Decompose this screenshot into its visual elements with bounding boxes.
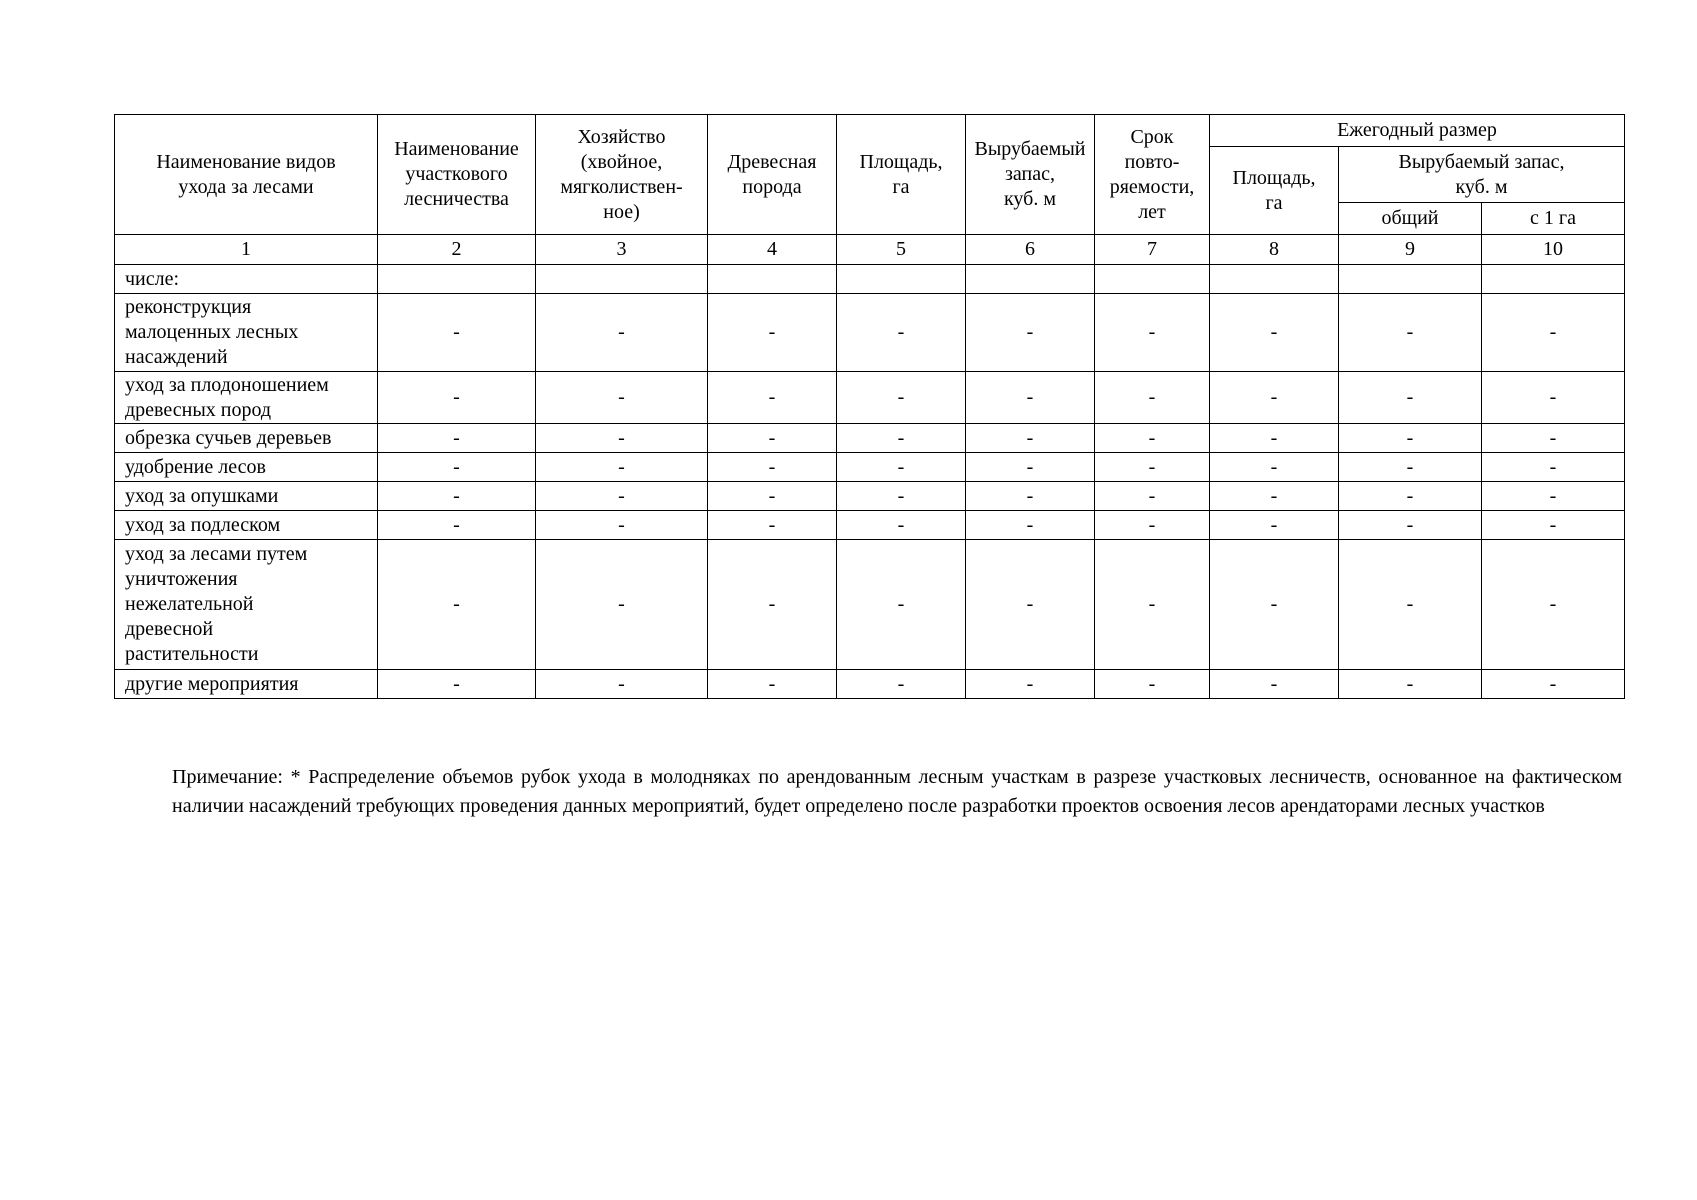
table-cell: -	[378, 372, 536, 424]
table-cell: -	[1210, 372, 1339, 424]
table-cell: -	[1210, 294, 1339, 372]
header-annual-area: Площадь, га	[1210, 147, 1339, 235]
table-cell: -	[378, 670, 536, 699]
table-cell: -	[378, 482, 536, 511]
table-cell: -	[1339, 511, 1482, 540]
table-cell: -	[536, 453, 708, 482]
column-number: 3	[536, 235, 708, 265]
table-cell: -	[837, 372, 966, 424]
header-care-type: Наименование видов ухода за лесами	[115, 115, 378, 235]
table-cell: -	[837, 424, 966, 453]
table-body	[115, 265, 1625, 699]
table-cell: -	[708, 511, 837, 540]
table-cell: -	[1339, 372, 1482, 424]
table-cell	[1095, 265, 1210, 294]
table-cell: -	[1339, 540, 1482, 670]
care-type-name: другие мероприятия	[115, 670, 378, 699]
table-cell: -	[1339, 424, 1482, 453]
column-number: 5	[837, 235, 966, 265]
table-cell: -	[708, 540, 837, 670]
table-cell: -	[966, 424, 1095, 453]
care-type-name: реконструкция малоценных лесных насаждений	[115, 294, 378, 372]
table-cell: -	[966, 453, 1095, 482]
table-cell	[1210, 265, 1339, 294]
table-cell: -	[708, 670, 837, 699]
table-cell: -	[1210, 482, 1339, 511]
table-cell: -	[966, 482, 1095, 511]
care-type-name: уход за лесами путем уничтожения нежелательной древесной растительности	[115, 540, 378, 670]
column-number: 7	[1095, 235, 1210, 265]
column-numbers-row	[115, 235, 1625, 265]
care-type-name: обрезка сучьев деревьев	[115, 424, 378, 453]
table-cell: -	[536, 482, 708, 511]
table-row	[115, 511, 1625, 540]
header-annual-total: общий	[1339, 203, 1482, 235]
table-cell: -	[708, 453, 837, 482]
table-cell: -	[378, 453, 536, 482]
column-number: 1	[115, 235, 378, 265]
care-type-name: уход за опушками	[115, 482, 378, 511]
care-type-name: числе:	[115, 265, 378, 294]
table-cell: -	[837, 482, 966, 511]
table-cell: -	[378, 511, 536, 540]
table-cell: -	[708, 294, 837, 372]
table-row	[115, 265, 1625, 294]
table-cell: -	[1095, 540, 1210, 670]
table-cell: -	[1095, 670, 1210, 699]
table-cell: -	[536, 670, 708, 699]
table-row	[115, 540, 1625, 670]
table-cell: -	[837, 540, 966, 670]
header-area: Площадь, га	[837, 115, 966, 235]
table-cell: -	[378, 424, 536, 453]
table-cell: -	[1339, 482, 1482, 511]
care-type-name: уход за подлеском	[115, 511, 378, 540]
table-cell: -	[1210, 511, 1339, 540]
column-number: 10	[1482, 235, 1625, 265]
table-cell: -	[966, 372, 1095, 424]
table-cell: -	[1482, 294, 1625, 372]
table-row	[115, 294, 1625, 372]
table-cell: -	[1482, 372, 1625, 424]
table-cell: -	[378, 540, 536, 670]
table-cell: -	[536, 540, 708, 670]
header-tree-species: Древесная порода	[708, 115, 837, 235]
column-number: 8	[1210, 235, 1339, 265]
header-annual-per-ha: с 1 га	[1482, 203, 1625, 235]
header-forestry-district: Наименование участкового лесничества	[378, 115, 536, 235]
table-cell: -	[1210, 670, 1339, 699]
table-cell: -	[1210, 453, 1339, 482]
table-cell: -	[1339, 453, 1482, 482]
table-cell: -	[1210, 540, 1339, 670]
table-cell	[1339, 265, 1482, 294]
column-number: 6	[966, 235, 1095, 265]
table-cell	[837, 265, 966, 294]
table-cell: -	[1095, 372, 1210, 424]
care-type-name: уход за плодоношением древесных пород	[115, 372, 378, 424]
table-row	[115, 453, 1625, 482]
header-recurrence: Срок повто- ряемости, лет	[1095, 115, 1210, 235]
header-harvested-stock: Вырубаемый запас, куб. м	[966, 115, 1095, 235]
table-cell: -	[966, 511, 1095, 540]
table-cell: -	[837, 294, 966, 372]
table-cell: -	[1482, 424, 1625, 453]
table-cell: -	[966, 670, 1095, 699]
table-cell: -	[966, 294, 1095, 372]
table-cell: -	[1482, 511, 1625, 540]
header-economy: Хозяйство (хвойное, мягколиствен- ное)	[536, 115, 708, 235]
table-cell	[966, 265, 1095, 294]
header-annual-size: Ежегодный размер	[1210, 115, 1625, 147]
table-cell: -	[1482, 670, 1625, 699]
table-row	[115, 372, 1625, 424]
table-cell: -	[1095, 511, 1210, 540]
table-cell	[536, 265, 708, 294]
table-cell: -	[1095, 453, 1210, 482]
column-number: 2	[378, 235, 536, 265]
table-cell: -	[1482, 482, 1625, 511]
table-cell: -	[708, 482, 837, 511]
table-cell: -	[1210, 424, 1339, 453]
table-cell: -	[1482, 453, 1625, 482]
table-row	[115, 424, 1625, 453]
table-cell: -	[536, 294, 708, 372]
table-cell: -	[1339, 294, 1482, 372]
table-row	[115, 670, 1625, 699]
table-cell	[708, 265, 837, 294]
table-cell: -	[1482, 540, 1625, 670]
table-cell: -	[1095, 482, 1210, 511]
column-number: 9	[1339, 235, 1482, 265]
table-cell: -	[536, 424, 708, 453]
forest-care-table	[114, 114, 1625, 699]
table-cell: -	[966, 540, 1095, 670]
header-annual-volume: Вырубаемый запас, куб. м	[1339, 147, 1625, 203]
table-cell: -	[837, 670, 966, 699]
table-cell: -	[837, 511, 966, 540]
footnote: Примечание: * Распределение объемов рубок ухода в молодняках по арендованным лесным участкам в разрезе участковых лесничеств, основанное на фактическом наличии насаждений требующих проведения данных мероприятий, будет определено после разработки проектов освоения лесов арендаторами лесных участков	[172, 766, 1622, 817]
table-cell	[378, 265, 536, 294]
table-cell: -	[1095, 424, 1210, 453]
column-number: 4	[708, 235, 837, 265]
table-cell: -	[1095, 294, 1210, 372]
table-cell: -	[536, 511, 708, 540]
care-type-name: удобрение лесов	[115, 453, 378, 482]
table-row	[115, 482, 1625, 511]
table-cell: -	[708, 372, 837, 424]
table-cell: -	[837, 453, 966, 482]
table-cell: -	[378, 294, 536, 372]
table-cell: -	[708, 424, 837, 453]
table-cell: -	[536, 372, 708, 424]
table-cell	[1482, 265, 1625, 294]
table-cell: -	[1339, 670, 1482, 699]
